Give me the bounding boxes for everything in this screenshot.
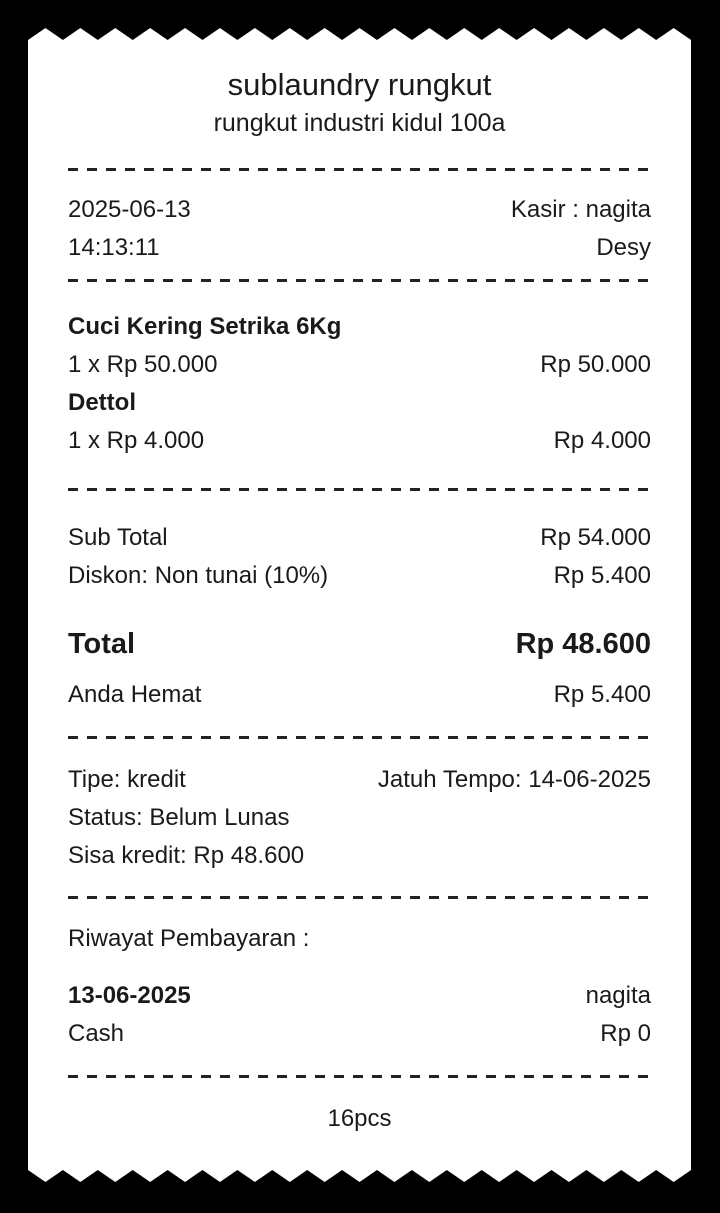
item-amount: Rp 4.000: [553, 427, 651, 454]
item-price-row: [68, 422, 651, 460]
receipt: [28, 28, 691, 1182]
total-value: Rp 48.600: [515, 628, 651, 660]
customer-name: Desy: [596, 234, 651, 261]
item-row: [68, 384, 651, 460]
history-method: Cash: [68, 1020, 125, 1047]
savings-row: [68, 676, 651, 714]
meta-row-time-customer: [68, 229, 651, 267]
store-address: rungkut industri kidul 100a: [213, 109, 506, 137]
meta-row-date-cashier: [68, 191, 651, 229]
history-amount: Rp 0: [600, 1020, 651, 1047]
savings-label: Anda Hemat: [68, 681, 202, 708]
item-qty-price: 1 x Rp 50.000: [68, 351, 218, 378]
history-date: 13-06-2025: [68, 982, 191, 1009]
credit-remaining-row: [68, 837, 651, 875]
store-name: sublaundry rungkut: [227, 67, 492, 102]
credit-info: [68, 761, 651, 875]
subtotal-row: [68, 519, 651, 557]
items-list: [68, 308, 651, 460]
item-qty-price: 1 x Rp 4.000: [68, 427, 205, 454]
payment-history-title: Riwayat Pembayaran :: [68, 925, 310, 952]
dashed-divider: [68, 736, 651, 739]
dashed-divider: [68, 168, 651, 171]
transaction-time: 14:13:11: [68, 234, 160, 261]
total-label: Total: [68, 628, 136, 660]
credit-type: Tipe: kredit: [68, 766, 186, 793]
payment-history-entry: [68, 977, 651, 1053]
transaction-meta: [68, 191, 651, 267]
dashed-divider: [68, 896, 651, 899]
discount-row: [68, 557, 651, 595]
dashed-divider: [68, 1075, 651, 1078]
summary: [68, 519, 651, 714]
transaction-date: 2025-06-13: [68, 196, 191, 223]
subtotal-label: Sub Total: [68, 524, 168, 551]
credit-due-date: Jatuh Tempo: 14-06-2025: [377, 766, 651, 793]
cashier-name: Kasir : nagita: [510, 196, 651, 223]
savings-value: Rp 5.400: [553, 681, 651, 708]
item-amount: Rp 50.000: [540, 351, 651, 378]
credit-remaining: Sisa kredit: Rp 48.600: [68, 842, 305, 869]
history-cashier: nagita: [585, 982, 651, 1009]
discount-label: Diskon: Non tunai (10%): [68, 562, 329, 589]
credit-status: Status: Belum Lunas: [68, 804, 290, 831]
receipt-tear-bottom-edge: [28, 1170, 691, 1182]
history-method-row: [68, 1015, 651, 1053]
credit-status-row: [68, 799, 651, 837]
total-row: [68, 621, 651, 667]
history-date-row: [68, 977, 651, 1015]
item-price-row: [68, 346, 651, 384]
subtotal-value: Rp 54.000: [540, 524, 651, 551]
pieces-count: 16pcs: [327, 1105, 392, 1132]
receipt-tear-top-edge: [28, 28, 691, 40]
dashed-divider: [68, 488, 651, 491]
item-name: Dettol: [68, 389, 136, 416]
dashed-divider: [68, 279, 651, 282]
credit-type-row: [68, 761, 651, 799]
item-name: Cuci Kering Setrika 6Kg: [68, 313, 342, 340]
item-row: [68, 308, 651, 384]
discount-value: Rp 5.400: [553, 562, 651, 589]
receipt-paper: [28, 40, 691, 1170]
